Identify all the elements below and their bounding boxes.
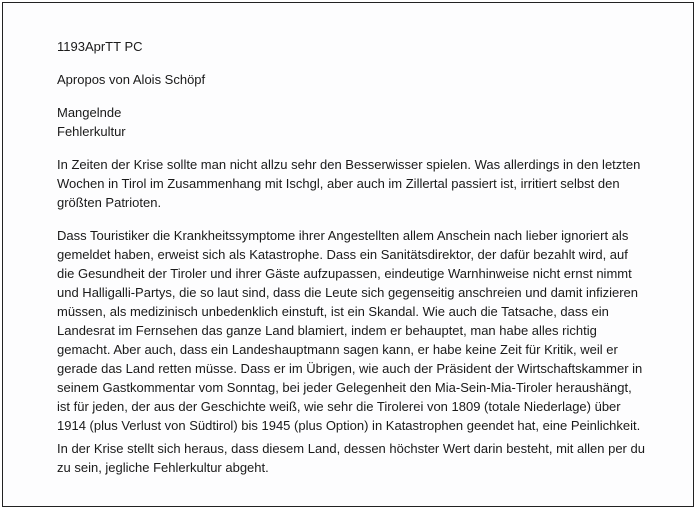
- text-line: 1914 (plus Verlust von Südtirol) bis 1945 (plus Option) in Katastrophen geendet hat, eine Peinlichkeit.: [57, 418, 641, 433]
- text-line: müssen, als medizinisch unbedenklich einstuft, ist ein Skandal. Wie auch die Tatsache, dass ein: [57, 304, 609, 319]
- text-line: In Zeiten der Krise sollte man nicht allzu sehr den Besserwisser spielen. Was allerdings in den letzten: [57, 157, 641, 172]
- paragraph-1: [57, 155, 693, 212]
- paragraph-3: [57, 439, 693, 477]
- paragraph-2: [57, 226, 693, 435]
- text-line: die Gesundheit der Tiroler und ihrer Gäste aufzupassen, eindeutige Warnhinweise nicht ernst nimmt: [57, 266, 632, 281]
- text-line: Landesrat im Fernsehen das ganze Land blamiert, indem er behauptet, man habe alles richtig: [57, 323, 597, 338]
- document-code: 1193AprTT PC: [57, 39, 143, 54]
- article-title: [57, 103, 693, 141]
- text-line: zu sein, jegliche Fehlerkultur abgeht.: [57, 460, 269, 475]
- title-line: Fehlerkultur: [57, 124, 126, 139]
- text-line: ist für jeden, der aus der Geschichte weiß, wie sehr die Tirolerei von 1809 (totale Niederlage) über: [57, 399, 621, 414]
- title-line: Mangelnde: [57, 105, 122, 120]
- text-line: Wochen in Tirol im Zusammenhang mit Ischgl, aber auch im Zillertal passiert ist, irritiert selbst den: [57, 176, 620, 191]
- text-line: gerade das Land retten müsse. Dass er im Übrigen, wie auch der Präsident der Wirtschaftskammer in: [57, 361, 643, 376]
- text-line: und Halligalli-Partys, die so laut sind, dass die Leute sich gegenseitig anschreien und damit infizieren: [57, 285, 639, 300]
- text-line: Dass Touristiker die Krankheitssymptome ihrer Angestellten allem Anschein nach lieber ignoriert als: [57, 228, 629, 243]
- text-line: gemeldet haben, erweist sich als Katastrophe. Dass ein Sanitätsdirektor, der dafür bezahlt wird, auf: [57, 247, 628, 262]
- scanned-document-page: [2, 2, 694, 507]
- byline: Apropos von Alois Schöpf: [57, 72, 206, 87]
- text-line: In der Krise stellt sich heraus, dass diesem Land, dessen höchster Wert darin besteht, mit allen per du: [57, 441, 645, 456]
- text-line: größten Patrioten.: [57, 195, 162, 210]
- text-line: gemacht. Aber auch, dass ein Landeshauptmann sagen kann, er habe keine Zeit für Kritik, weil er: [57, 342, 618, 357]
- text-line: seinem Gastkommentar vom Sonntag, bei jeder Gelegenheit den Mia-Sein-Mia-Tiroler heraushängt,: [57, 380, 632, 395]
